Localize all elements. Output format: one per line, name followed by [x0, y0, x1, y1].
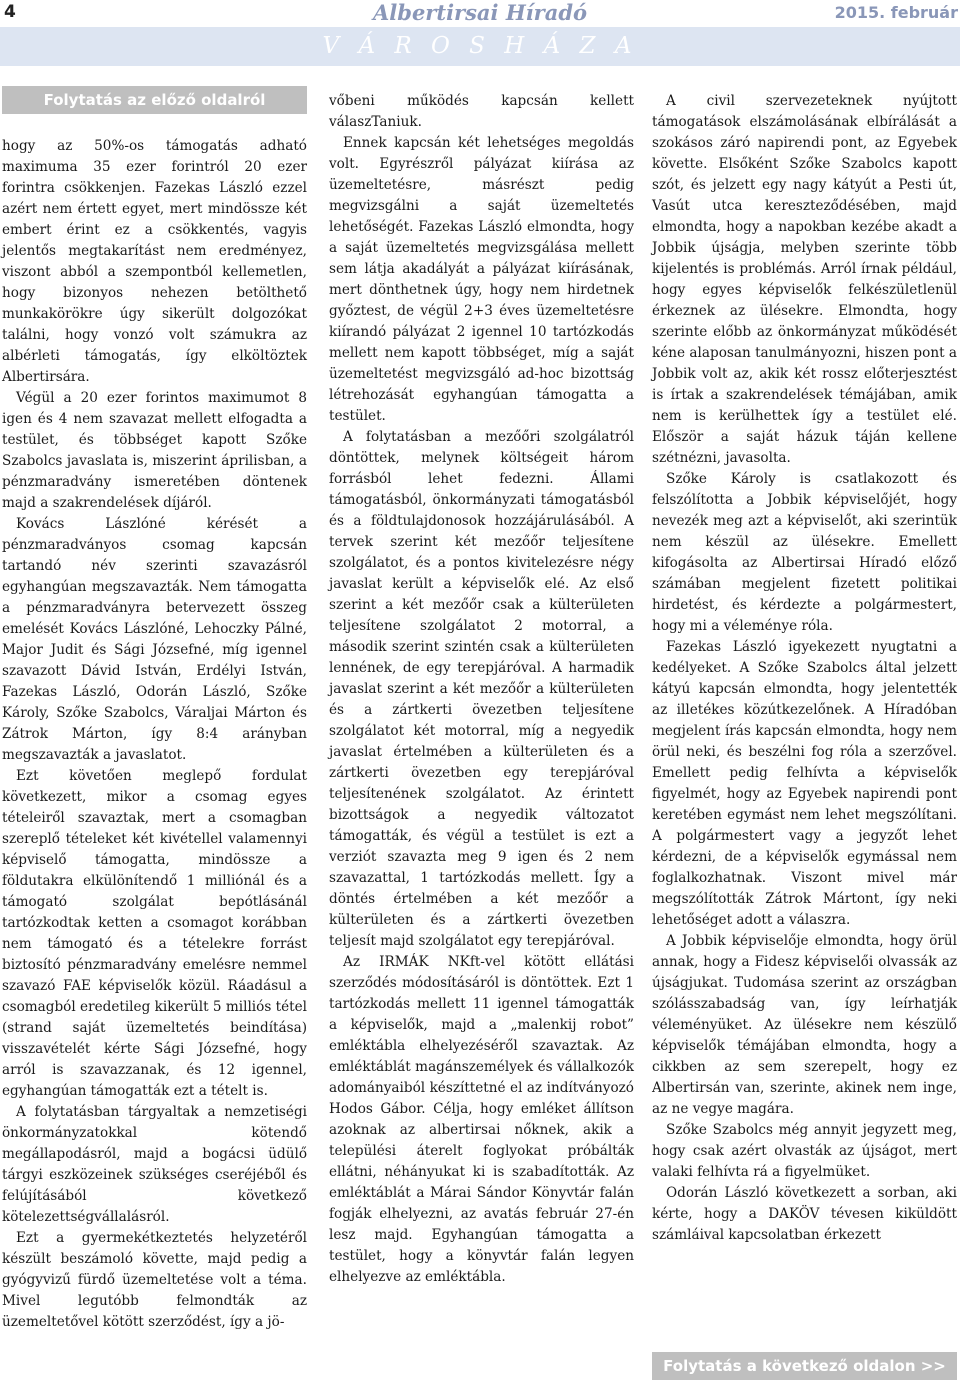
- article-column-2: [329, 91, 634, 1288]
- masthead-title: Albertirsai Híradó: [372, 0, 588, 25]
- paragraph: Odorán László következett a sorban, aki kérte, hogy a DAKÖV tévesen kiküldött számláival kapcsolatban érkezett: [652, 1185, 957, 1243]
- page-header: [0, 0, 960, 28]
- continued-from-link[interactable]: Folytatás az előző oldalról: [2, 86, 307, 114]
- paragraph: Ezt követően meglepő fordulat következett, mikor a csomag egyes tételeiről szavaztak, mert a csomagban szereplő tételeket két kivétellel valamennyi képviselő támogatta, mindössze a földutakra elkülönítendő 1 milliónál és a támogató szolgálat bepótlásánál tartózkodtak ketten a csomagot korábban nem támogató és a tételekre forrást biztosító pénzmaradvány emelésre nemmel szavazó FAE képviselők közül. Ráadásul a csomagból eredetileg kikerült 5 milliós tétel (strand saját üzemeltetés beindítása) visszavételét kérte Sági Józsefné, hogy arról is szavazzanak, és 12 igennel, egyhangúan támogatták ezt a tételt is.: [2, 768, 307, 1099]
- page-number: 4: [4, 2, 16, 22]
- paragraph: A folytatásban a mezőőri szolgálatról döntöttek, melynek költségeit három forrásból lehet fedezni. Állami támogatásból, önkormányzati támogatásból és a földtulajdonosok hozzájárulásából. A tervek szerint két mezőőr teljesítene szolgálatot, és a pontos kivitelezésre négy javaslat került a képviselők elé. Az első szerint a két mezőőr csak a külterületen teljesítene szolgálatot 2 motorral, a második szerint szintén csak a külterületen lennének, de egy terepjáróval. A harmadik javaslat szerint a két mezőőr a külterületen és a zártkerti övezetben teljesítene szolgálatot két motorral, míg a negyedik javaslat értelmében a külterületen és a zártkerti övezetben egy terepjáróval teljesítenének szolgálatot. Az érintett bizottságok a negyedik változatot támogatták, és végül a testület is ezt a verziót szavazta meg 9 igen és 2 nem szavazattal, 1 tartózkodás mellett. Így a döntés értelmében a két mezőőr a külterületen és a zártkerti övezetben teljesít majd szolgálatot egy terepjáróval.: [329, 429, 634, 949]
- issue-date: 2015. február: [834, 3, 958, 22]
- paragraph: vőbeni működés kapcsán kellett válaszTaniuk.: [329, 93, 634, 130]
- paragraph: Kovács Lászlóné kérését a pénzmaradványos csomag kapcsán tartandó név szerinti szavazásról egyhangúan megszavazták. Nem támogatta a pénzmaradványra betervezett összeg emelését Kovács Lászlóné, Lehoczky Pálné, Major Judit és Sági Józsefné, míg igennel szavazott Dávid István, Erdélyi István, Fazekas László, Odorán László, Szőke Károly, Szőke Szabolcs, Váraljai Márton és Zátrok Márton, így 8:4 arányban megszavazták a javaslatot.: [2, 516, 307, 763]
- paragraph: Szőke Károly is csatlakozott és felszólította a Jobbik képviselőjét, hogy nevezék meg azt a képviselőt, aki szerintük nem készül az ülésekre. Emellett kifogásolta az Albertirsai Híradó előző számában megjelent fizetett politikai hirdetést, és kérdezte a polgármestert, hogy mi a véleménye róla.: [652, 471, 957, 634]
- paragraph: A Jobbik képviselője elmondta, hogy örül annak, hogy a Fidesz képviselői olvassák az újságjukat. Tudomása szerint az országban szólásszabadság van, így leírhatják véleményüket. Az ülésekre nem készülő képviselők témájában elmondta, hogy a cikkben az sem szerepelt, hogy ez Albertirsán van, szerinte, akinek nem inge, az ne vegye magára.: [652, 933, 957, 1117]
- paragraph: Fazekas László igyekezett nyugtatni a kedélyeket. A Szőke Szabolcs által jelzett kátyú kapcsán elmondta, hogy jelentették az illetékes közútkezelőnek. A Híradóban megjelent írás kapcsán elmondta, hogy nem örül neki, és beszélni fog róla a szerzővel. Emellett pedig felhívta a képviselők figyelmét, hogy az Egyebek napirendi pont keretében egymást nem lehet megszólítani. A polgármestert vagy a jegyzőt lehet kérdezni, de a képviselők egymással nem foglalkozhatnak. Viszont mivel már megszólították Zátrok Mártont, így neki lehetőséget adott a válaszra.: [652, 639, 957, 928]
- article-column-1: [2, 136, 307, 1333]
- article-column-3: [652, 91, 957, 1246]
- paragraph: A civil szervezeteknek nyújtott támogatások elszámolásának elbírálását a szokásos záró napirendi pont, az Egyebek követte. Elsőként Szőke Szabolcs kapott szót, és jelzett egy nagy kátyút a Pesti út, Vasút utca kereszteződésében, majd elmondta, hogy a napokban kezébe akadt a Jobbik újságja, melyben szerinte több kijelentés is problémás. Arról írnak például, hogy egyes képviselők felkészületlenül érkeznek az ülésekre. Elmondta, hogy szerinte előbb az önkormányzat működését kéne alaposan tanulmányozni, hiszen pont a Jobbik volt az, akik két rossz előterjesztést is írtak a szakrendelések témájában, amik nem is kerülhettek így a testület elé. Először a saját házuk táján kellene szétnézni, javasolta.: [652, 93, 957, 466]
- continued-on-link[interactable]: Folytatás a következő oldalon >>: [652, 1352, 957, 1380]
- paragraph: A folytatásban tárgyaltak a nemzetiségi önkormányzatokkal kötendő megállapodásról, majd a bogácsi üdülő tárgyi eszközeinek szükséges cseréjéből és felújításából következő kötelezettségvállalásról.: [2, 1104, 307, 1225]
- section-banner: V Á R O S H Á Z A: [0, 27, 960, 66]
- paragraph: Ezt a gyermekétkeztetés helyzetéről készült beszámoló követte, majd pedig a gyógyvizű fürdő üzemeltetése volt a téma. Mivel legutóbb felmondták az üzemeltetővel kötött szerződést, így a jö-: [2, 1230, 307, 1330]
- paragraph: Szőke Szabolcs még annyit jegyzett meg, hogy csak azért olvasták az újságot, mert valaki felhívta rá a figyelmüket.: [652, 1122, 957, 1180]
- paragraph: Az IRMÁK NKft-vel kötött ellátási szerződés módosításáról is döntöttek. Ezt 1 tartózkodás mellett 11 igennel támogatták a képviselők, majd a „malenkij robot” emléktábla elhelyezéséről szavaztak. Az emléktáblát magánszemélyek és vállalkozók adományaiból készíttetné el az indítványozó Hodos Gábor. Célja, hogy emléket állítson azoknak az albertirsai nőknek, akik a települési áterelt foglyokat próbálták ellátni, néhányukat ki is szabadították. Az emléktáblát a Márai Sándor Könyvtár falán fogják elhelyezni, az avatás február 27-én lesz majd. Egyhangúan támogatta a testület, hogy a könyvtár falán legyen elhelyezve az emléktábla.: [329, 954, 634, 1285]
- paragraph: Végül a 20 ezer forintos maximumot 8 igen és 4 nem szavazat mellett elfogadta a testület, és többséget kapott Szőke Szabolcs javaslata is, miszerint áprilisban, a pénzmaradvány ismeretében döntenek majd a szakrendelések díjáról.: [2, 390, 307, 511]
- paragraph: Ennek kapcsán két lehetséges megoldás volt. Egyrészről pályázat kiírása az üzemeltetésre, másrészt pedig megvizsgálni a saját üzemeltetés lehetőségét. Fazekas László elmondta, hogy a saját üzemeltetés megvizsgálása mellett sem látja akadályát a pályázat kiírásának, mert dönthetnek úgy, hogy nem hirdetnek győztest, de végül 2+3 éves üzemeltetésre kiírandó pályázat 2 igennel 10 tartózkodás mellett nem kapott többséget, míg a saját üzemeltetést megvizsgáló ad-hoc bizottság létrehozását egyhangúan támogatta a testület.: [329, 135, 634, 424]
- paragraph: hogy az 50%-os támogatás adható maximuma 35 ezer forintról 20 ezer forintra csökkenjen. Fazekas László ezzel azért nem értett egyet, mert mindössze két embert érint ez a csökkentés, vagyis jelentős megtakarítást nem eredményez, viszont abból a szempontból kellemetlen, hogy bizonyos nehezen betölthető munkakörökre úgy sikerült dolgozókat találni, hogy vonzó volt számukra az albérleti támogatás, így elköltöztek Albertirsára.: [2, 138, 307, 385]
